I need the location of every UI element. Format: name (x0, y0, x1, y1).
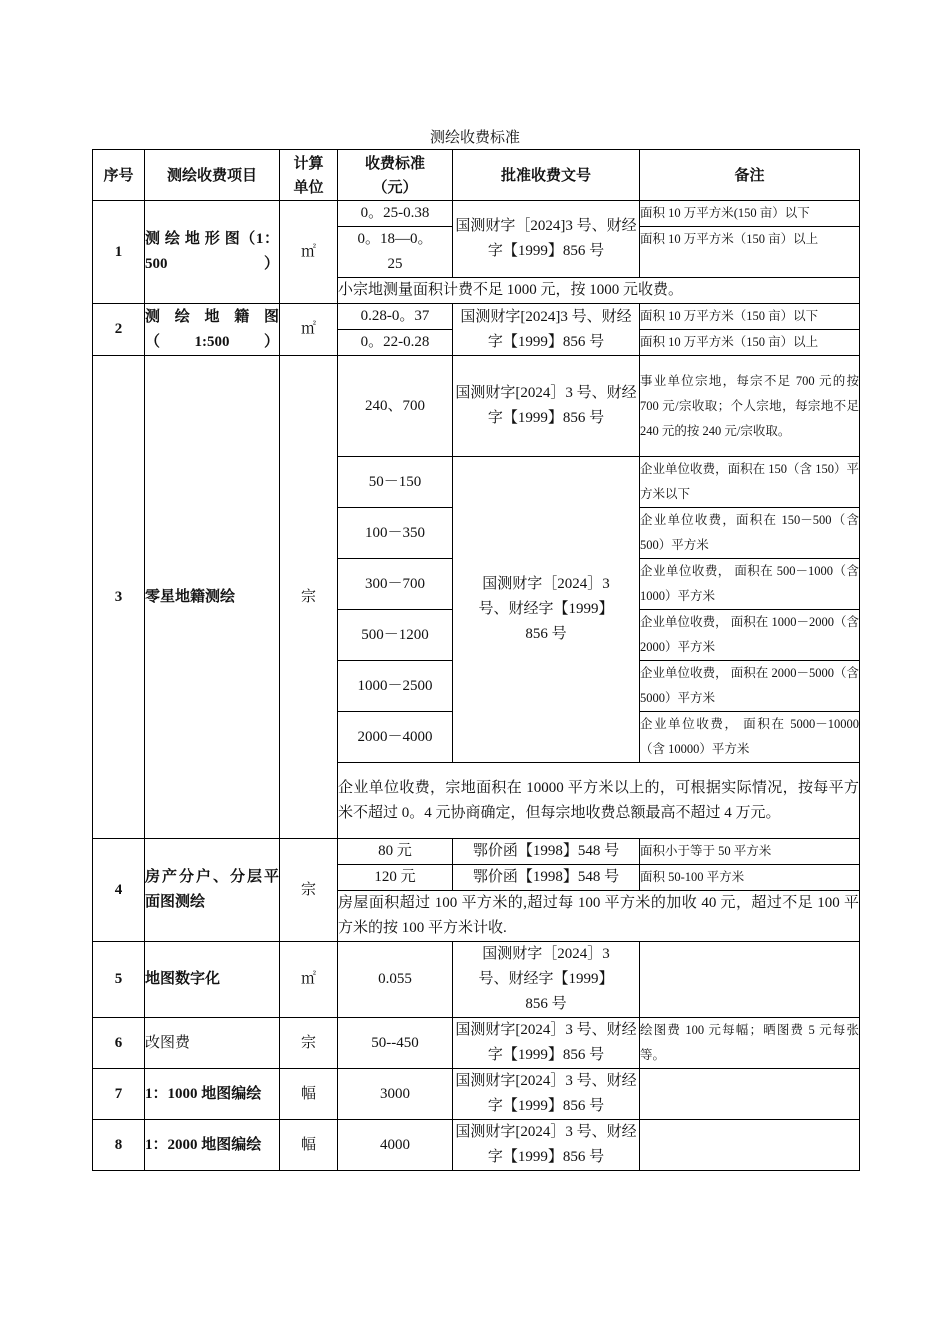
row-note: 事业单位宗地，每宗不足 700 元的按 700 元/宗收取；个人宗地，每宗地不足 240 元的按 240 元/宗收取。 (640, 356, 860, 457)
row-note: 面积 10 万平方米（150 亩）以上 (640, 330, 860, 356)
table-row (93, 304, 860, 330)
table-row (93, 201, 860, 227)
row-no: 2 (93, 304, 145, 356)
row-no: 5 (93, 942, 145, 1018)
page-title: 测绘收费标准 (429, 130, 520, 146)
row-note (640, 1120, 860, 1171)
table-row (93, 356, 860, 457)
row-unit: 宗 (280, 1018, 338, 1069)
row-fee: 50－150 (338, 457, 453, 508)
row-note: 企业单位收费， 面积在 2000－5000（含 5000）平方米 (640, 661, 860, 712)
row-fee: 3000 (338, 1069, 453, 1120)
row-item: 地图数字化 (145, 942, 280, 1018)
row-unit: ㎡ (280, 201, 338, 304)
row-doc: 国测财字［2024］3 号、财经字【1999】856 号 (453, 942, 640, 1018)
row-fee: 0.055 (338, 942, 453, 1018)
row-doc: 国测财字［2024］3 号、财经字【1999】856 号 (453, 457, 640, 763)
row-note: 面积 10 万平方米（150 亩）以上 (640, 227, 860, 278)
row-span-note: 小宗地测量面积计费不足 1000 元，按 1000 元收费。 (338, 278, 860, 304)
row-note: 面积 10 万平方米(150 亩）以下 (640, 201, 860, 227)
table-row (93, 1018, 860, 1069)
row-no: 3 (93, 356, 145, 839)
row-item: 1：2000 地图编绘 (145, 1120, 280, 1171)
row-unit: ㎡ (280, 304, 338, 356)
row-fee: 0。22-0.28 (338, 330, 453, 356)
row-no: 7 (93, 1069, 145, 1120)
row-note (640, 1069, 860, 1120)
row-note: 绘图费 100 元每幅；晒图费 5 元每张等。 (640, 1018, 860, 1069)
row-no: 1 (93, 201, 145, 304)
row-item: 1：1000 地图编绘 (145, 1069, 280, 1120)
row-item: 改图费 (145, 1018, 280, 1069)
row-no: 4 (93, 839, 145, 942)
row-doc: 国测财字[2024］3 号、财经字【1999】856 号 (453, 1120, 640, 1171)
row-span-note: 企业单位收费，宗地面积在 10000 平方米以上的，可根据实际情况，按每平方米不超过 0。4 元协商确定，但每宗地收费总额最高不超过 4 万元。 (338, 763, 860, 839)
row-fee: 0。18—0。25 (338, 227, 453, 278)
row-fee: 1000－2500 (338, 661, 453, 712)
row-fee: 2000－4000 (338, 712, 453, 763)
row-note: 面积 50-100 平方米 (640, 865, 860, 891)
row-fee: 120 元 (338, 865, 453, 891)
row-fee: 50--450 (338, 1018, 453, 1069)
row-fee: 100－350 (338, 508, 453, 559)
row-item: 零星地籍测绘 (145, 356, 280, 839)
table-row (93, 942, 860, 1018)
row-no: 6 (93, 1018, 145, 1069)
row-fee: 300－700 (338, 559, 453, 610)
fee-standard-table (92, 149, 860, 1171)
row-note: 企业单位收费， 面积在 1000－2000（含 2000）平方米 (640, 610, 860, 661)
table-row (93, 839, 860, 865)
row-note: 面积 10 万平方米（150 亩）以下 (640, 304, 860, 330)
row-span-note: 房屋面积超过 100 平方米的,超过每 100 平方米的加收 40 元，超过不足 100 平方米的按 100 平方米计收. (338, 891, 860, 942)
row-doc: 国测财字［2024]3 号、财经字【1999】856 号 (453, 201, 640, 278)
row-unit: 幅 (280, 1120, 338, 1171)
row-doc: 鄂价函【1998】548 号 (453, 839, 640, 865)
row-note: 企业单位收费，面积在 150（含 150）平方米以下 (640, 457, 860, 508)
table-row (93, 1120, 860, 1171)
header-fee: 收费标准（元） (338, 150, 453, 201)
row-note: 面积小于等于 50 平方米 (640, 839, 860, 865)
row-item: 测 绘 地 籍 图（1:500） (145, 304, 280, 356)
row-item: 房产分户、分层平面图测绘 (145, 839, 280, 942)
row-fee: 500－1200 (338, 610, 453, 661)
table-header-row (93, 150, 860, 201)
row-unit: 宗 (280, 356, 338, 839)
row-doc: 国测财字[2024]3 号、财经字【1999】856 号 (453, 304, 640, 356)
header-note: 备注 (640, 150, 860, 201)
row-fee: 80 元 (338, 839, 453, 865)
row-doc: 鄂价函【1998】548 号 (453, 865, 640, 891)
header-item: 测绘收费项目 (145, 150, 280, 201)
row-no: 8 (93, 1120, 145, 1171)
row-doc: 国测财字[2024］3 号、财经字【1999】856 号 (453, 1069, 640, 1120)
row-note: 企业单位收费， 面积在 5000－10000（含 10000）平方米 (640, 712, 860, 763)
row-note (640, 942, 860, 1018)
row-fee: 4000 (338, 1120, 453, 1171)
row-doc: 国测财字[2024］3 号、财经字【1999】856 号 (453, 1018, 640, 1069)
row-unit: 宗 (280, 839, 338, 942)
row-unit: ㎡ (280, 942, 338, 1018)
row-doc: 国测财字[2024］3 号、财经字【1999】856 号 (453, 356, 640, 457)
row-note: 企业单位收费， 面积在 500－1000（含 1000）平方米 (640, 559, 860, 610)
row-note: 企业单位收费，面积在 150－500（含 500）平方米 (640, 508, 860, 559)
row-item: 测 绘 地 形 图（1：500） (145, 201, 280, 304)
header-unit: 计算单位 (280, 150, 338, 201)
row-fee: 240、700 (338, 356, 453, 457)
header-no: 序号 (93, 150, 145, 201)
header-doc: 批准收费文号 (453, 150, 640, 201)
table-row (93, 1069, 860, 1120)
row-unit: 幅 (280, 1069, 338, 1120)
row-fee: 0。25-0.38 (338, 201, 453, 227)
row-fee: 0.28-0。37 (338, 304, 453, 330)
